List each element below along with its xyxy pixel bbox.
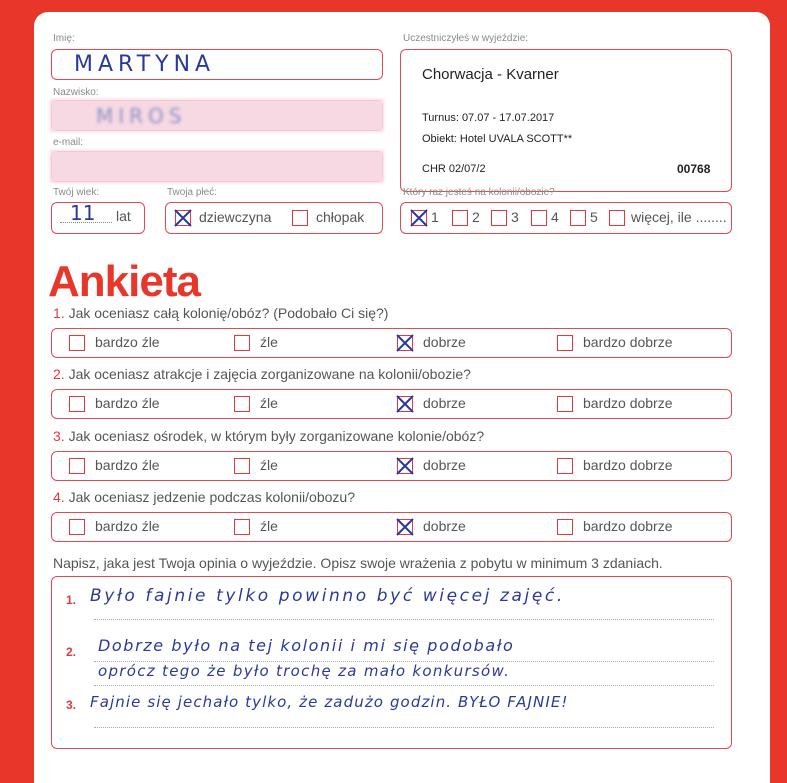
- rating-checkbox[interactable]: [69, 335, 85, 351]
- answer-number-1: 1.: [66, 593, 77, 607]
- checkmark-x-icon: [408, 207, 430, 229]
- rating-option-label: źle: [260, 518, 278, 534]
- rating-option-label: źle: [260, 334, 278, 350]
- answer-line-2b: oprócz tego że było trochę za mało konkursów.: [98, 662, 511, 680]
- question-3-options: [51, 451, 732, 481]
- question-number: 4.: [53, 489, 65, 505]
- question-4-options: [51, 512, 732, 542]
- question-4: [53, 489, 355, 505]
- answer-line-2a: Dobrze było na tej kolonii i mi się podobało: [98, 636, 515, 655]
- answer-line-3: Fajnie się jechało tylko, że zadużo godzin. BYŁO FAJNIE!: [90, 693, 569, 711]
- gender-checkbox-boy[interactable]: [292, 210, 308, 226]
- question-1-options: [51, 328, 732, 358]
- checkmark-x-icon: [172, 207, 194, 229]
- survey-heading: Ankieta: [48, 257, 200, 306]
- times-option-4: 4: [551, 209, 559, 225]
- gender-field: [165, 202, 383, 234]
- rating-option-label: dobrze: [423, 518, 466, 534]
- gender-label: Twoja płeć:: [167, 187, 218, 198]
- rating-option-label: dobrze: [423, 395, 466, 411]
- times-option-5: 5: [590, 209, 598, 225]
- trip-title: Chorwacja - Kvarner: [422, 66, 559, 83]
- times-option-2: 2: [472, 209, 480, 225]
- rating-checkbox[interactable]: [234, 335, 250, 351]
- rating-checkbox[interactable]: [557, 458, 573, 474]
- name-value: MARTYNA: [74, 52, 216, 77]
- trip-info-box: [400, 49, 732, 192]
- rating-checkbox[interactable]: [557, 396, 573, 412]
- rating-option-label: źle: [260, 395, 278, 411]
- email-field[interactable]: [51, 151, 383, 182]
- answer-rule: [94, 619, 714, 620]
- question-text: Jak oceniasz ośrodek, w którym były zorganizowane kolonie/obóz?: [68, 428, 485, 444]
- rating-option-label: bardzo dobrze: [583, 395, 673, 411]
- rating-checkbox[interactable]: [234, 396, 250, 412]
- question-text: Jak oceniasz całą kolonię/obóz? (Podobało Ci się?): [68, 305, 389, 321]
- answer-number-2: 2.: [66, 645, 77, 659]
- trip-label: Uczestniczyłeś w wyjeździe:: [403, 33, 529, 44]
- times-option-3: 3: [511, 209, 519, 225]
- rating-checkbox[interactable]: [69, 519, 85, 535]
- age-value: 11: [70, 201, 96, 225]
- trip-code: CHR 02/07/2: [422, 163, 486, 175]
- rating-checkbox[interactable]: [69, 458, 85, 474]
- question-2-options: [51, 389, 732, 419]
- open-question-prompt: Napisz, jaka jest Twoja opinia o wyjeździe. Opisz swoje wrażenia z pobytu w minimum 3 zdaniach.: [53, 555, 663, 571]
- times-checkbox-4[interactable]: [531, 210, 547, 226]
- question-text: Jak oceniasz atrakcje i zajęcia zorganizowane na kolonii/obozie?: [68, 366, 471, 382]
- question-1: [53, 305, 388, 321]
- rating-option-label: bardzo źle: [95, 518, 160, 534]
- answer-number-3: 3.: [66, 698, 77, 712]
- rating-checkbox[interactable]: [234, 458, 250, 474]
- question-number: 3.: [53, 428, 65, 444]
- trip-number: 00768: [677, 162, 711, 176]
- open-answer-box[interactable]: [51, 576, 732, 749]
- name-field[interactable]: [51, 49, 383, 80]
- times-option-1: 1: [431, 209, 439, 225]
- email-label: e-mail:: [53, 137, 84, 148]
- age-field[interactable]: [51, 202, 145, 234]
- rating-option-label: dobrze: [423, 334, 466, 350]
- rating-option-label: bardzo źle: [95, 457, 160, 473]
- rating-option-label: bardzo źle: [95, 395, 160, 411]
- checkmark-x-icon: [394, 393, 416, 415]
- surname-value: MIROS: [96, 104, 187, 128]
- times-checkbox-5[interactable]: [570, 210, 586, 226]
- surname-label: Nazwisko:: [53, 87, 99, 98]
- gender-option-boy: chłopak: [316, 209, 365, 225]
- checkmark-x-icon: [394, 516, 416, 538]
- times-checkbox-3[interactable]: [491, 210, 507, 226]
- age-label: Twój wiek:: [53, 187, 100, 198]
- rating-option-label: bardzo źle: [95, 334, 160, 350]
- answer-rule: [94, 727, 714, 728]
- times-checkbox-more[interactable]: [609, 210, 625, 226]
- times-checkbox-2[interactable]: [452, 210, 468, 226]
- rating-option-label: źle: [260, 457, 278, 473]
- rating-checkbox[interactable]: [234, 519, 250, 535]
- trip-turnus: Turnus: 07.07 - 17.07.2017: [422, 112, 555, 124]
- name-label: Imię:: [53, 33, 75, 44]
- question-number: 2.: [53, 366, 65, 382]
- question-3: [53, 428, 484, 444]
- question-2: [53, 366, 471, 382]
- survey-sheet: [34, 12, 770, 783]
- times-option-more: więcej, ile ........: [631, 209, 727, 225]
- gender-option-girl: dziewczyna: [199, 209, 272, 225]
- question-text: Jak oceniasz jedzenie podczas kolonii/obozu?: [68, 489, 355, 505]
- times-label: Który raz jesteś na kolonii/obozie?: [403, 187, 555, 198]
- trip-obiekt: Obiekt: Hotel UVALA SCOTT**: [422, 133, 573, 145]
- rating-option-label: bardzo dobrze: [583, 334, 673, 350]
- rating-option-label: dobrze: [423, 457, 466, 473]
- rating-option-label: bardzo dobrze: [583, 457, 673, 473]
- times-field: [400, 202, 732, 234]
- age-unit: lat: [116, 208, 131, 224]
- rating-option-label: bardzo dobrze: [583, 518, 673, 534]
- answer-line-1: Było fajnie tylko powinno być więcej zajęć.: [90, 586, 565, 606]
- answer-rule: [94, 685, 714, 686]
- question-number: 1.: [53, 305, 65, 321]
- rating-checkbox[interactable]: [69, 396, 85, 412]
- checkmark-x-icon: [394, 455, 416, 477]
- redaction-blur: [50, 150, 384, 183]
- rating-checkbox[interactable]: [557, 519, 573, 535]
- surname-field[interactable]: [51, 100, 383, 131]
- rating-checkbox[interactable]: [557, 335, 573, 351]
- checkmark-x-icon: [394, 332, 416, 354]
